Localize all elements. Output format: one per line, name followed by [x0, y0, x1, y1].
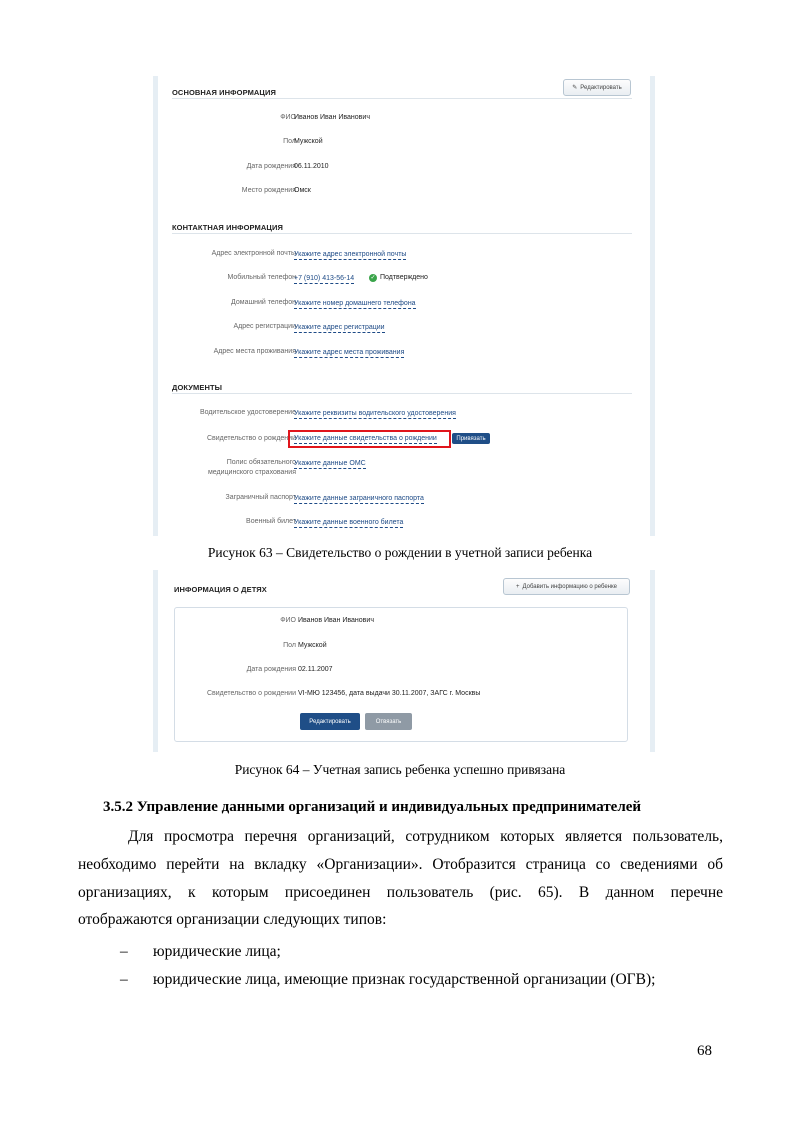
- field-label: Полис обязательного: [226, 459, 296, 466]
- check-icon: ✓: [370, 275, 376, 281]
- field-label: Место рождения: [241, 187, 296, 194]
- email-link[interactable]: Укажите адрес электронной почты: [294, 251, 407, 258]
- list-bullet: –: [120, 971, 128, 988]
- field-label: Пол: [283, 642, 296, 649]
- figure-64-caption: Рисунок 64 – Учетная запись ребенка успешно привязана: [234, 762, 566, 777]
- field-label: Свидетельство о рождении: [206, 690, 296, 697]
- oms-link[interactable]: Укажите данные ОМС: [294, 460, 366, 467]
- paragraph-line: организациях, к которым присоединен пользователь (рис. 65). В данном перечне: [78, 884, 723, 901]
- field-label: Адрес регистрации: [233, 323, 296, 330]
- passport-link[interactable]: Укажите данные заграничного паспорта: [294, 495, 424, 502]
- field-label: Адрес электронной почты: [211, 250, 296, 257]
- mobile-phone-link[interactable]: +7 (910) 413-56-14: [294, 275, 355, 282]
- residence-address-link[interactable]: Укажите адрес места проживания: [294, 349, 405, 356]
- field-value: VI-МЮ 123456, дата выдачи 30.11.2007, ЗАГС г. Москвы: [298, 690, 481, 697]
- paragraph-line: отображаются организации следующих типов:: [78, 911, 387, 928]
- field-value: Мужской: [294, 138, 323, 145]
- edit-child-button[interactable]: Редактировать: [300, 713, 360, 730]
- home-phone-link[interactable]: Укажите номер домашнего телефона: [294, 300, 416, 307]
- paragraph-line: Для просмотра перечня организаций, сотрудником которых является пользователь,: [128, 828, 723, 845]
- field-value: Мужской: [298, 642, 327, 649]
- page-number: 68: [697, 1043, 712, 1059]
- field-label: Дата рождения: [246, 163, 296, 170]
- add-child-button[interactable]: + Добавить информацию о ребенке: [503, 578, 630, 595]
- field-value: 02.11.2007: [298, 666, 333, 673]
- contact-info-section-title: КОНТАКТНАЯ ИНФОРМАЦИЯ: [172, 223, 283, 232]
- field-label: Адрес места проживания: [213, 348, 296, 355]
- divider: [172, 98, 632, 99]
- divider: [172, 393, 632, 394]
- pencil-icon: ✎: [572, 85, 578, 91]
- field-label: Заграничный паспорт: [225, 494, 296, 501]
- field-label: ФИО: [280, 617, 296, 624]
- drivers-license-link[interactable]: Укажите реквизиты водительского удостоверения: [294, 410, 456, 417]
- section-heading: 3.5.2 Управление данными организаций и индивидуальных предпринимателей: [103, 799, 642, 815]
- list-item: юридические лица, имеющие признак государственной организации (ОГВ);: [153, 971, 656, 988]
- field-value: Омск: [294, 187, 311, 194]
- field-label: медицинского страхования: [207, 469, 296, 476]
- documents-section-title: ДОКУМЕНТЫ: [172, 383, 223, 392]
- plus-icon: +: [515, 583, 520, 590]
- edit-profile-button[interactable]: ✎ Редактировать: [563, 79, 631, 96]
- verified-status: Подтверждено: [380, 274, 428, 281]
- field-label: Домашний телефон: [231, 299, 296, 306]
- field-value: Иванов Иван Иванович: [294, 114, 370, 121]
- field-label: Мобильный телефон: [227, 274, 296, 281]
- main-info-section-title: ОСНОВНАЯ ИНФОРМАЦИЯ: [172, 88, 276, 97]
- field-label: ФИО: [280, 114, 296, 121]
- children-info-section-title: ИНФОРМАЦИЯ О ДЕТЯХ: [174, 585, 267, 594]
- divider: [172, 233, 632, 234]
- field-value: Иванов Иван Иванович: [298, 617, 374, 624]
- field-label: Водительское удостоверение: [199, 409, 296, 416]
- birth-certificate-link[interactable]: Укажите данные свидетельства о рождении: [294, 435, 437, 442]
- field-label: Свидетельство о рождении: [206, 435, 296, 442]
- military-id-link[interactable]: Укажите данные военного билета: [294, 519, 404, 526]
- field-label: Военный билет: [246, 518, 296, 525]
- list-item: юридические лица;: [153, 943, 281, 960]
- figure-64-screenshot: [153, 570, 655, 752]
- field-value: 06.11.2010: [294, 163, 329, 170]
- unlink-button[interactable]: Отвязать: [365, 713, 412, 730]
- field-label: Дата рождения: [246, 666, 296, 673]
- list-bullet: –: [120, 943, 128, 960]
- figure-63-screenshot: [153, 76, 655, 536]
- paragraph-line: необходимо перейти на вкладку «Организации». Отобразится страница со сведениями об: [78, 856, 723, 873]
- field-label: Пол: [283, 138, 296, 145]
- figure-63-caption: Рисунок 63 – Свидетельство о рождении в учетной записи ребенка: [207, 545, 593, 560]
- link-button[interactable]: Привязать: [452, 433, 490, 444]
- registration-address-link[interactable]: Укажите адрес регистрации: [294, 324, 385, 331]
